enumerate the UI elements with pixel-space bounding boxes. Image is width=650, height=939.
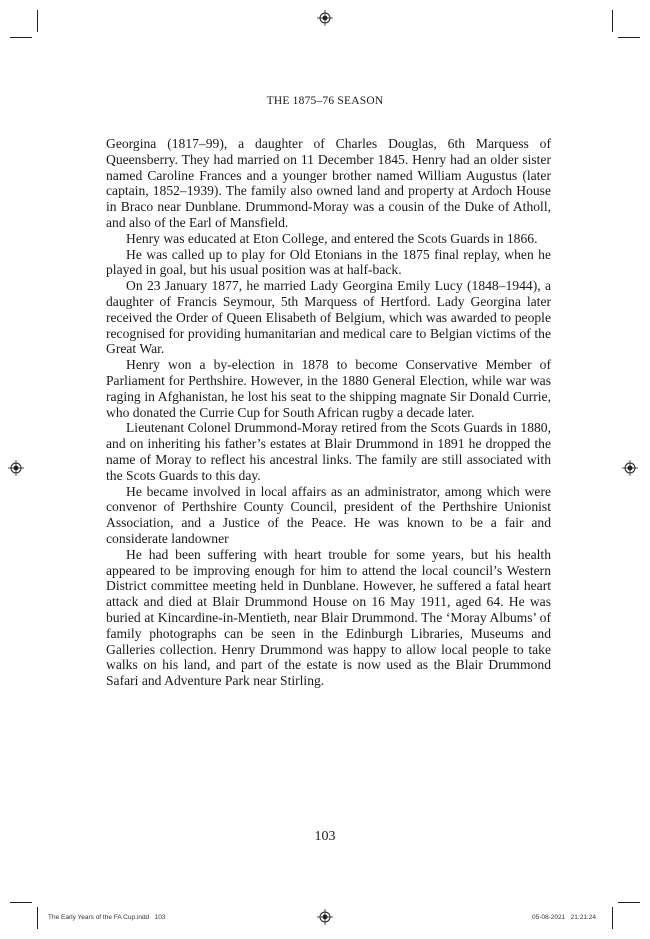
paragraph: Georgina (1817–99), a daughter of Charles Douglas, 6th Marquess of Queensberry. They had married on 11 December 1845. Henry had an older sister named Caroline Frances and a younger brother named William Augustus (later captain, 1852–1939). The family also owned land and property at Ardoch House in Braco near Dunblane. Drummond-Moray was a cousin of the Duke of Atholl, and also of the Earl of Mansfield. xyxy=(106,136,551,230)
crop-mark-top-left xyxy=(37,10,38,32)
crop-mark-top-right xyxy=(618,37,640,38)
crop-mark-bottom-right xyxy=(612,907,613,929)
paragraph: Henry was educated at Eton College, and entered the Scots Guards in 1866. xyxy=(126,230,538,246)
registration-target-icon xyxy=(317,10,333,26)
paragraph: Lieutenant Colonel Drummond-Moray retired from the Scots Guards in 1880, and on inheriting his father’s estates at Blair Drummond in 1891 he dropped the name of Moray to reflect his ancestral links. The family are still associated with the Scots Guards to this day. xyxy=(106,420,551,483)
page-number: 103 xyxy=(314,829,336,844)
paragraph: Henry won a by-election in 1878 to become Conservative Member of Parliament for Perthshire. However, in the 1880 General Election, while war was raging in Afghanistan, he lost his seat to the shipping magnate Sir Donald Currie, who donated the Currie Cup for South African rugby a decade later. xyxy=(106,357,551,420)
running-head: THE 1875–76 SEASON xyxy=(266,95,384,107)
registration-target-icon xyxy=(317,909,333,925)
crop-mark-top-right xyxy=(612,10,613,32)
slug-timestamp: 05-08-2021 21:21:24 xyxy=(532,914,596,921)
paragraph: He became involved in local affairs as an administrator, among which were convenor of Perthshire County Council, president of the Perthshire Unionist Association, and a Justice of the Peace. He was known to be a fair and considerate landowner xyxy=(106,483,551,546)
paragraph: He had been suffering with heart trouble for some years, but his health appeared to be improving enough for him to attend the local council’s Western District committee meeting held in Dunblane. However, he suffered a fatal heart attack and died at Blair Drummond House on 16 May 1911, aged 64. He was buried at Kincardine-in-Mentieth, near Blair Drummond. The ‘Moray Albums’ of family photographs can be seen in the Edinburgh Libraries, Museums and Galleries collection. Henry Drummond was happy to allow local people to take walks on his land, and part of the estate is now used as the Blair Drummond Safari and Adventure Park near Stirling. xyxy=(106,546,551,689)
crop-mark-top-left xyxy=(10,37,32,38)
crop-mark-bottom-right xyxy=(618,902,640,903)
registration-target-icon xyxy=(622,460,638,476)
paragraph: On 23 January 1877, he married Lady Georgina Emily Lucy (1848–1944), a daughter of Francis Seymour, 5th Marquess of Hertford. Lady Georgina later received the Order of Queen Elisabeth of Belgium, which was awarded to people recognised for providing humanitarian and medical care to Belgian victims of the Great War. xyxy=(106,278,551,357)
slug-file: The Early Years of the FA Cup.indd 103 xyxy=(48,914,166,921)
paragraph: He was called up to play for Old Etonians in the 1875 final replay, when he played in goal, but his usual position was at half-back. xyxy=(106,246,551,278)
crop-mark-bottom-left xyxy=(10,902,32,903)
body-text xyxy=(106,136,551,689)
registration-target-icon xyxy=(8,460,24,476)
crop-mark-bottom-left xyxy=(37,907,38,929)
